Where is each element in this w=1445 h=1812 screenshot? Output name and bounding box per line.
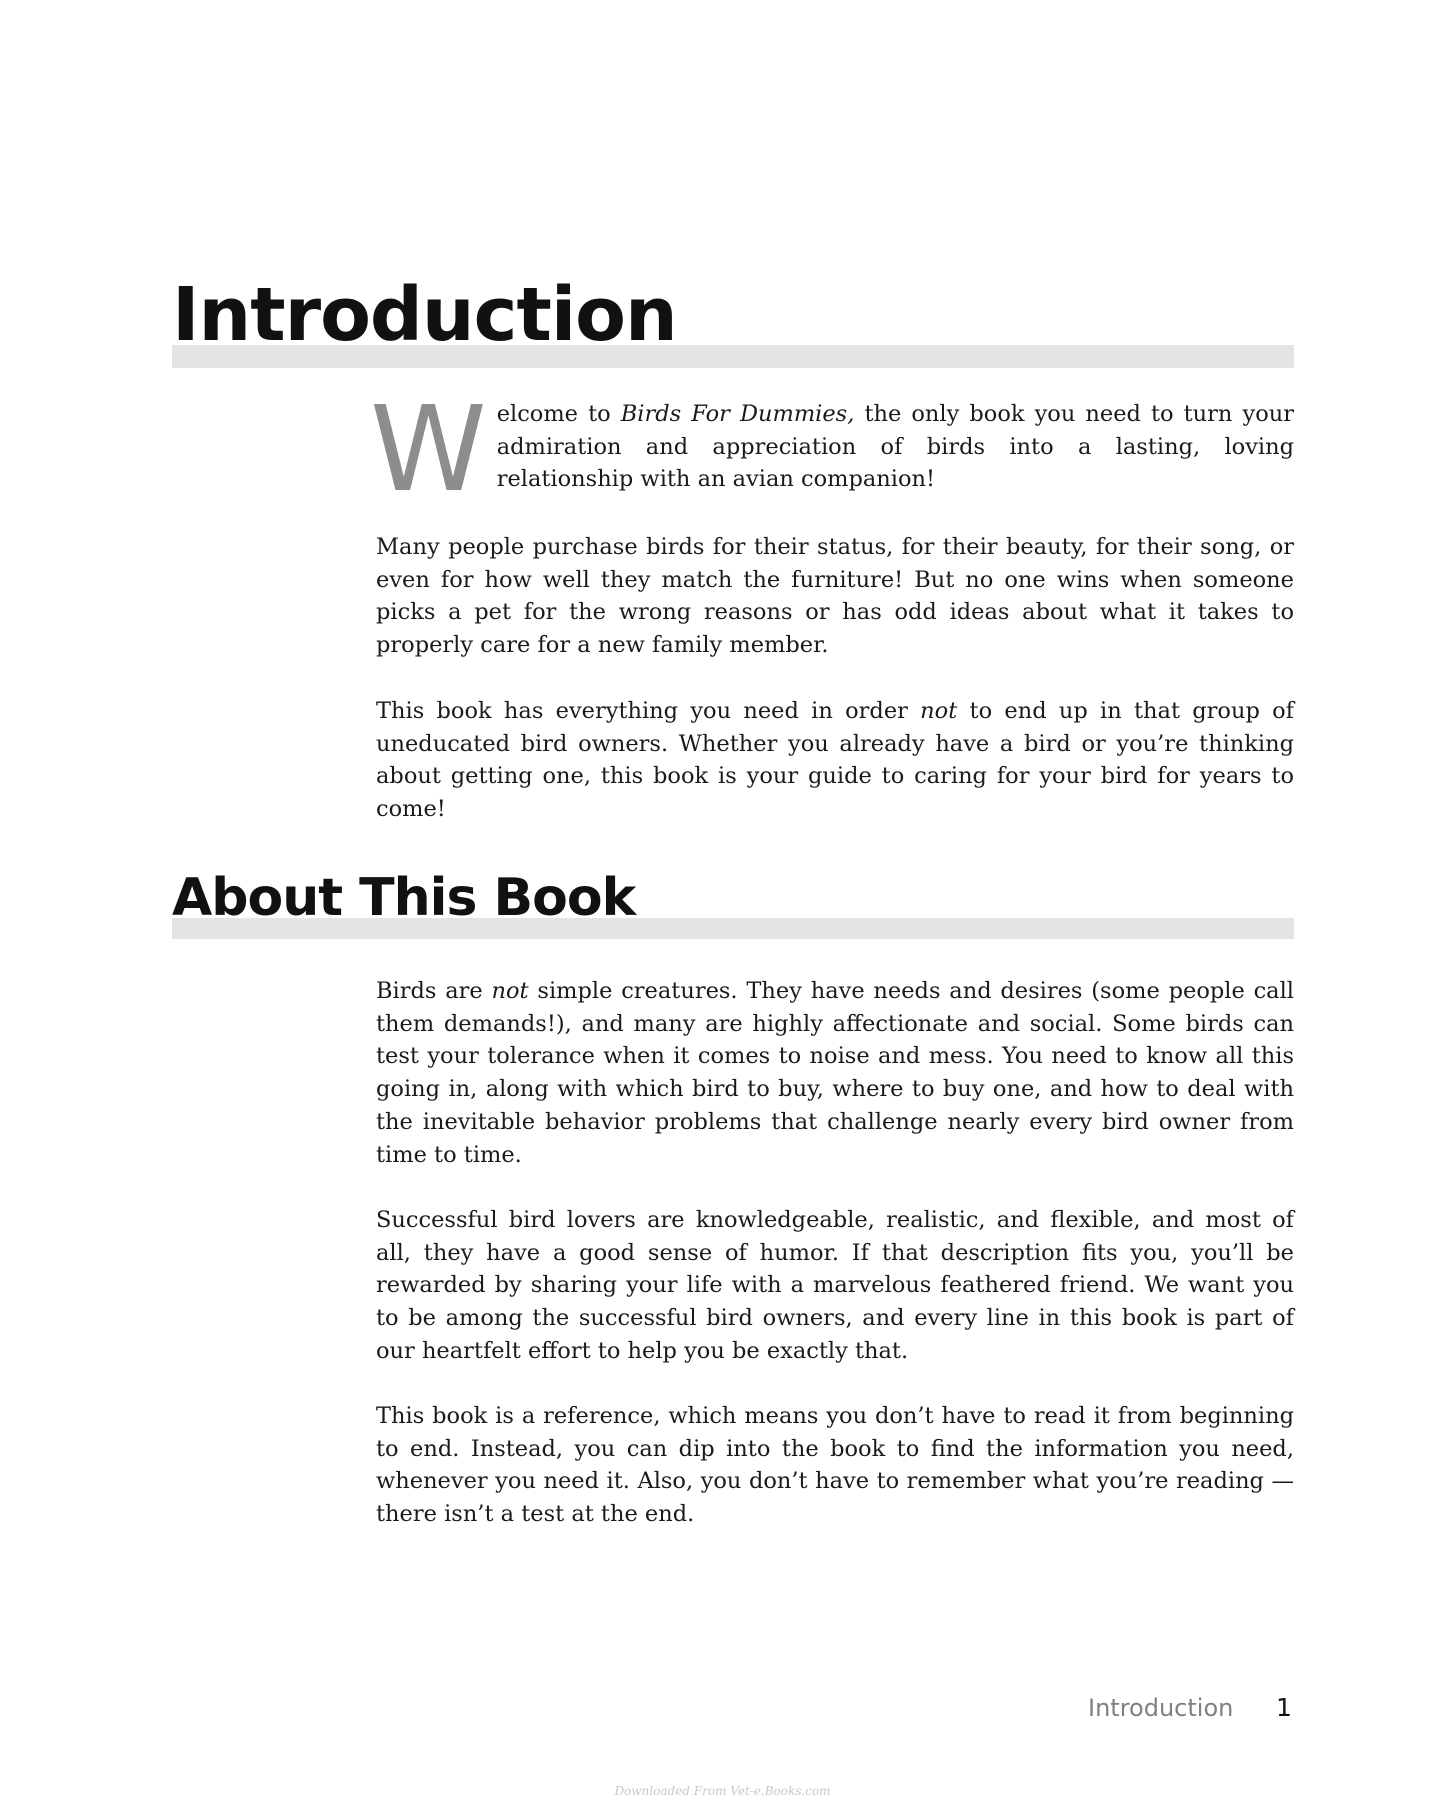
book-title-italic: Birds For Dummies, [620, 401, 855, 427]
intro-paragraph-1 [370, 380, 1294, 518]
text-run: Birds are [376, 978, 492, 1004]
text-run: the only book you need to turn your admiration and appreciation of birds into a lasting, loving relationship with an avian companion! [496, 401, 1294, 493]
about-paragraph-1 [376, 975, 1294, 1171]
emphasis-italic: not [491, 978, 529, 1004]
emphasis-italic: not [920, 698, 958, 724]
introduction-heading-block [172, 270, 1294, 370]
about-paragraph-3: This book is a reference, which means you don’t have to read it from beginning to end. Instead, you can dip into the book to find the information you need, whenever you need it. Also, you don’t have to remember what you’re reading — there isn’t a test at the end. [376, 1403, 1294, 1528]
intro-paragraph-2: Many people purchase birds for their status, for their beauty, for their song, or even for how well they match the furniture! But no one wins when someone picks a pet for the wrong reasons or has odd ideas about what it takes to properly care for a new family member. [376, 534, 1294, 659]
text-run: This book has everything you need in order [376, 698, 921, 724]
intro-paragraph-3 [376, 695, 1294, 826]
drop-cap-letter: W [370, 380, 483, 518]
footer-section-label: Introduction [1088, 1694, 1234, 1722]
download-watermark: Downloaded From Vet-e.Books.com [614, 1784, 831, 1798]
about-heading-block [172, 866, 1294, 941]
about-paragraph-2: Successful bird lovers are knowledgeable, realistic, and flexible, and most of all, they have a good sense of humor. If that description fits you, you’ll be rewarded by sharing your life with a marvelous feathered friend. We want you to be among the successful bird owners, and every line in this book is part of our heartfelt effort to help you be exactly that. [376, 1207, 1294, 1364]
text-run: simple creatures. They have needs and desires (some people call them demands!), and many are highly affectionate and social. Some birds can test your tolerance when it comes to noise and mess. You need to know all this going in, along with which bird to buy, where to buy one, and how to deal with the inevitable behavior problems that challenge nearly every bird owner from time to time. [376, 978, 1294, 1168]
chapter-title: Introduction [172, 272, 677, 358]
text-run: to end up in that group of uneducated bird owners. Whether you already have a bird or you’re thinking about getting one, this book is your guide to caring for your bird for years to come! [376, 698, 1295, 823]
section-title: About This Book [172, 868, 636, 928]
text-run: elcome to [496, 401, 621, 427]
page-number: 1 [1276, 1693, 1292, 1722]
